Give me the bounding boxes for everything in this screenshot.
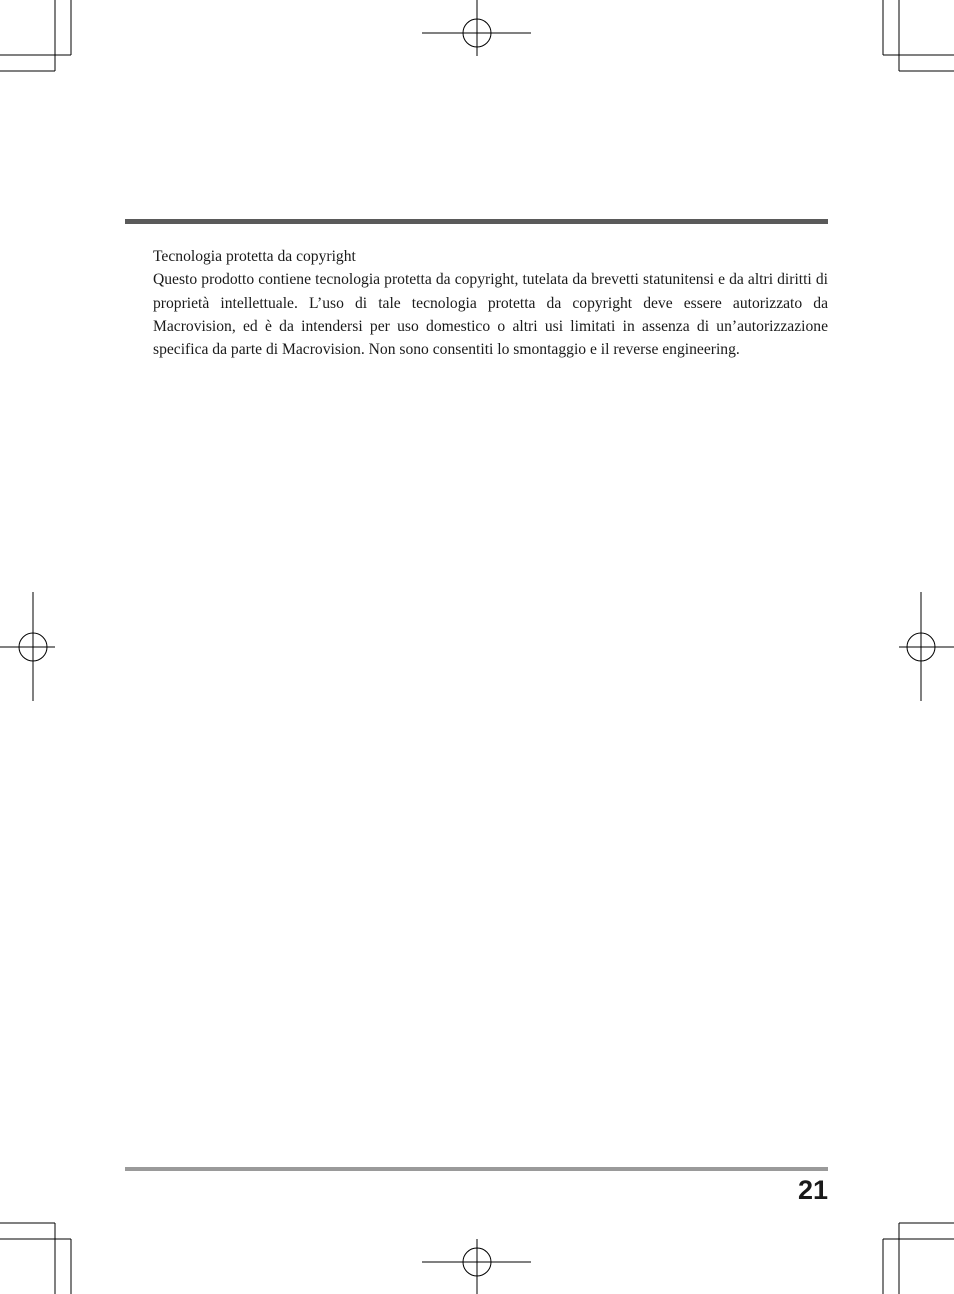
registration-mark-bottom [422,1239,531,1294]
notice-body: Questo prodotto contiene tecnologia protetta da copyright, tutelata da brevetti statunitensi e da altri diritti di proprietà intellettuale. L’uso di tale tecnologia protetta da copyright deve essere autorizzato da Macrovision, ed è da intendersi per uso domestico o altri usi limitati in assenza di un’autorizzazione specifica da parte di Macrovision. Non sono consentiti lo smontaggio e il reverse engineering. [153,271,828,359]
registration-mark-right [899,592,954,701]
notice-heading: Tecnologia protetta da copyright [153,248,356,265]
registration-mark-left [0,592,55,701]
copyright-notice [153,245,828,361]
registration-mark-top [422,0,531,56]
page-number: 21 [797,1175,828,1205]
header-rule [125,219,828,224]
footer-rule [125,1167,828,1171]
